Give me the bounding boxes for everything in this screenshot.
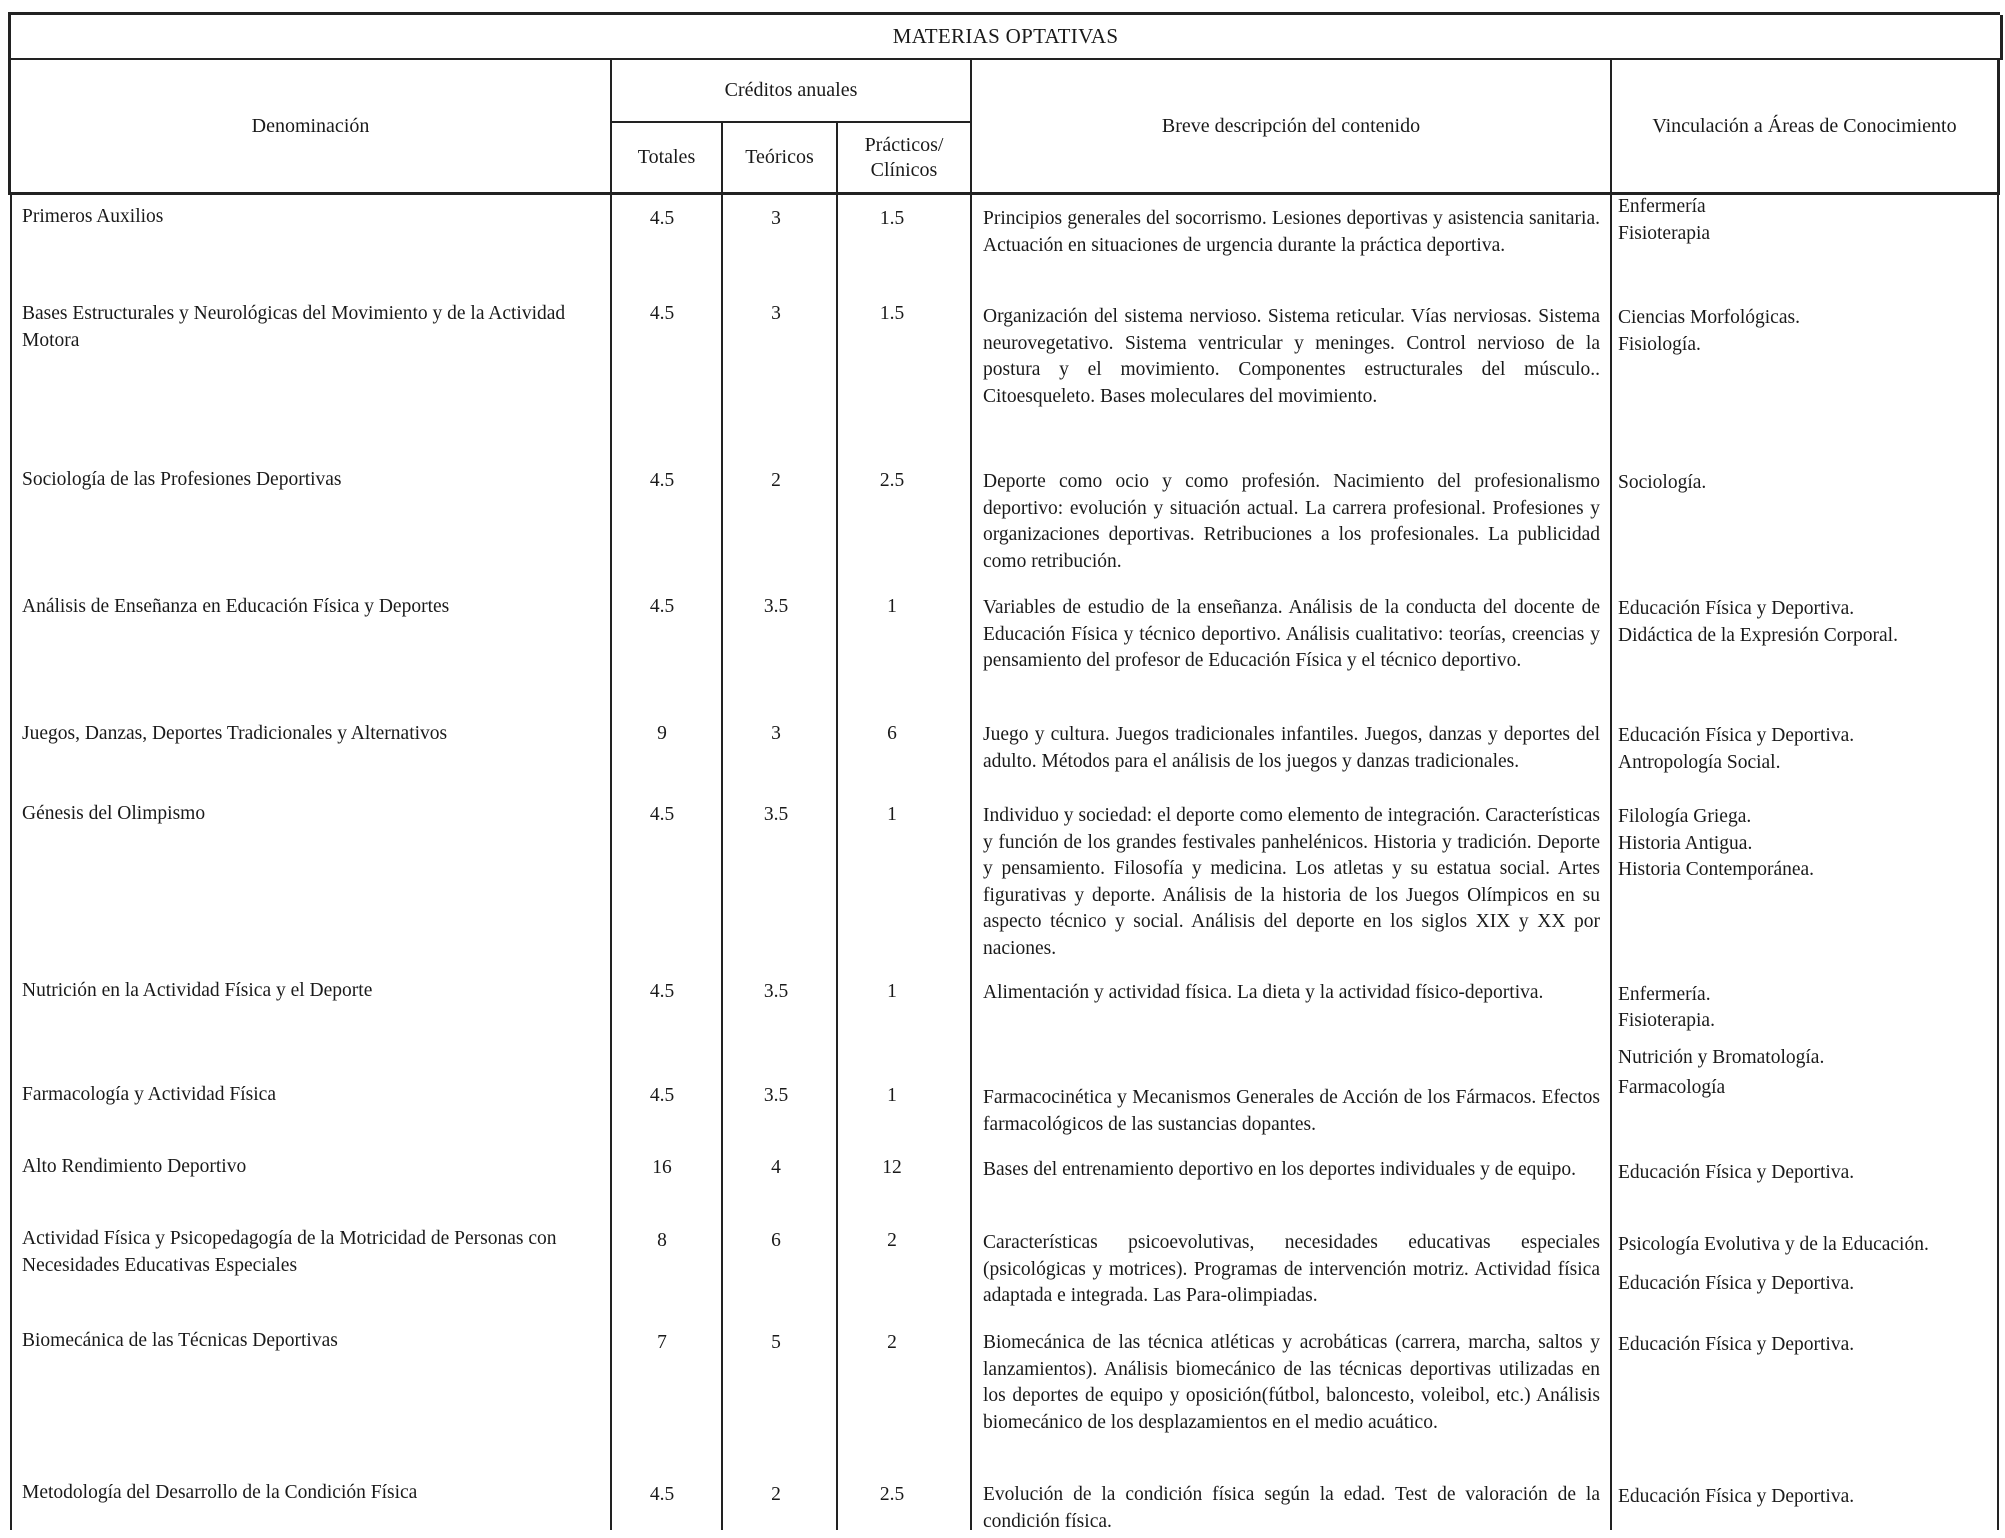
row-teoricos: 3.5 bbox=[763, 596, 789, 617]
row-practicos: 1 bbox=[887, 804, 897, 825]
area-item: Educación Física y Deportiva. bbox=[1618, 1272, 1855, 1294]
row-name: Biomecánica de las Técnicas Deportivas bbox=[22, 1330, 338, 1351]
row-description: Evolución de la condición física según la edad. Test de valoración de la condición física. bbox=[983, 1484, 1600, 1532]
row-practicos: 1.5 bbox=[879, 208, 905, 229]
row-name: Bases Estructurales y Neurológicas del Movimiento y de la Actividad Motora bbox=[22, 303, 566, 351]
row-areas bbox=[1618, 1232, 1998, 1297]
area-item: Fisiología. bbox=[1618, 333, 1701, 355]
area-item: Educación Física y Deportiva. bbox=[1618, 598, 1855, 619]
row-totales: 4.5 bbox=[649, 208, 675, 229]
row-practicos: 2 bbox=[887, 1332, 897, 1353]
row-areas bbox=[1618, 982, 1998, 1071]
row-totales: 4.5 bbox=[649, 303, 675, 324]
row-totales: 4.5 bbox=[649, 981, 675, 1002]
row-teoricos: 3 bbox=[771, 303, 781, 324]
row-areas bbox=[1618, 470, 1998, 497]
area-item: Filología Griega. bbox=[1618, 806, 1752, 827]
header-teoricos: Teóricos bbox=[745, 146, 814, 168]
row-areas bbox=[1618, 194, 1998, 247]
row-areas bbox=[1618, 1160, 1998, 1187]
row-totales: 4.5 bbox=[649, 804, 675, 825]
row-teoricos: 2 bbox=[771, 1484, 781, 1505]
row-name: Análisis de Enseñanza en Educación Física y Deportes bbox=[22, 596, 450, 617]
row-description: Deporte como ocio y como profesión. Nacimiento del profesionalismo deportivo: evolución y situación actual. La carrera profesional. Profesiones y organizaciones deportivas. Retribuciones a los profesionales. La publicidad como retribución. bbox=[983, 471, 1600, 572]
row-practicos: 1 bbox=[887, 596, 897, 617]
area-item: Enfermería bbox=[1618, 196, 1706, 217]
row-areas bbox=[1618, 804, 1998, 884]
row-description: Individuo y sociedad: el deporte como elemento de integración. Características y función de los grandes festivales panhelénicos. Historia y tradición. Deporte y pensamiento. Filosofía y medicina. Los atletas y su estatua social. Artes figurativas y deporte. Análisis de la historia de los Juegos Olímpicos en su aspecto técnico y social. Análisis del deporte en los siglos XIX y XX por naciones. bbox=[983, 805, 1600, 959]
row-totales: 9 bbox=[657, 723, 667, 744]
row-name: Juegos, Danzas, Deportes Tradicionales y Alternativos bbox=[22, 723, 448, 744]
row-description: Características psicoevolutivas, necesidades educativas especiales (psicológicas y motrices). Programas de intervención motriz. Actividad física adaptada e integrada. Las Para-olimpiadas. bbox=[983, 1232, 1600, 1306]
table-body bbox=[8, 12, 2000, 1530]
row-totales: 8 bbox=[657, 1230, 667, 1251]
row-practicos: 1 bbox=[887, 1085, 897, 1106]
row-teoricos: 3 bbox=[771, 723, 781, 744]
row-name: Farmacología y Actividad Física bbox=[22, 1084, 276, 1105]
area-item: Ciencias Morfológicas. bbox=[1618, 307, 1800, 328]
row-teoricos: 3.5 bbox=[763, 981, 789, 1002]
row-name: Primeros Auxilios bbox=[22, 206, 164, 227]
area-item: Nutrición y Bromatología. bbox=[1618, 1047, 1825, 1068]
area-item: Enfermería. bbox=[1618, 984, 1711, 1005]
row-areas bbox=[1618, 1332, 1998, 1359]
row-areas bbox=[1618, 1075, 1998, 1102]
area-item: Educación Física y Deportiva. bbox=[1618, 1486, 1855, 1507]
row-teoricos: 3.5 bbox=[763, 804, 789, 825]
table-sheet bbox=[8, 12, 2000, 1530]
row-description: Principios generales del socorrismo. Lesiones deportivas y asistencia sanitaria. Actuación en situaciones de urgencia durante la práctica deportiva. bbox=[983, 208, 1600, 256]
row-practicos: 1 bbox=[887, 981, 897, 1002]
area-item: Fisioterapia bbox=[1618, 222, 1711, 244]
row-name: Actividad Física y Psicopedagogía de la Motricidad de Personas con Necesidades Educativas Especiales bbox=[22, 1228, 557, 1276]
row-description: Farmacocinética y Mecanismos Generales de Acción de los Fármacos. Efectos farmacológicos de las sustancias dopantes. bbox=[983, 1087, 1600, 1135]
area-item: Educación Física y Deportiva. bbox=[1618, 1162, 1855, 1183]
header-vinculacion: Vinculación a Áreas de Conocimiento bbox=[1652, 114, 1957, 137]
area-item: Psicología Evolutiva y de la Educación. bbox=[1618, 1234, 1929, 1255]
area-item: Didáctica de la Expresión Corporal. bbox=[1618, 624, 1898, 646]
row-areas bbox=[1618, 723, 1998, 776]
row-description: Alimentación y actividad física. La dieta y la actividad físico-deportiva. bbox=[983, 982, 1544, 1003]
table-title: MATERIAS OPTATIVAS bbox=[8, 15, 2003, 60]
header-descripcion: Breve descripción del contenido bbox=[1161, 114, 1421, 137]
area-item: Historia Contemporánea. bbox=[1618, 859, 1815, 880]
row-practicos: 2 bbox=[887, 1230, 897, 1251]
row-totales: 4.5 bbox=[649, 1484, 675, 1505]
row-name: Metodología del Desarrollo de la Condición Física bbox=[22, 1482, 418, 1503]
area-item: Historia Antigua. bbox=[1618, 832, 1753, 854]
row-totales: 4.5 bbox=[649, 470, 675, 491]
row-practicos: 6 bbox=[887, 723, 897, 744]
row-teoricos: 3.5 bbox=[763, 1085, 789, 1106]
row-description: Bases del entrenamiento deportivo en los deportes individuales y de equipo. bbox=[983, 1159, 1576, 1180]
row-teoricos: 4 bbox=[771, 1157, 781, 1178]
row-areas bbox=[1618, 305, 1998, 358]
area-item: Educación Física y Deportiva. bbox=[1618, 1334, 1855, 1355]
row-name: Sociología de las Profesiones Deportivas bbox=[22, 469, 342, 490]
row-areas bbox=[1618, 1484, 1998, 1511]
row-practicos: 2.5 bbox=[879, 1484, 905, 1505]
header-totales: Totales bbox=[637, 146, 696, 168]
header-practicos: Prácticos/ Clínicos bbox=[864, 133, 944, 181]
row-description: Biomecánica de las técnica atléticas y acrobáticas (carrera, marcha, saltos y lanzamientos). Análisis biomecánico de las técnicas deportivas utilizadas en los deportes de equipo y oposición(fútbol, baloncesto, voleibol, etc.) Análisis biomecánico de los desplazamientos en el medio acuático. bbox=[983, 1332, 1600, 1433]
row-name: Nutrición en la Actividad Física y el Deporte bbox=[22, 980, 373, 1001]
row-description: Organización del sistema nervioso. Sistema reticular. Vías nerviosas. Sistema neurovegetativo. Sistema ventricular y meninges. Control nervioso de la postura y el movimiento. Componentes estructurales del músculo.. Citoesqueleto. Bases moleculares del movimiento. bbox=[983, 306, 1600, 407]
row-description: Variables de estudio de la enseñanza. Análisis de la conducta del docente de Educación Física y técnico deportivo. Análisis cualitativo: teorías, creencias y pensamiento del profesor de Educación Física y el técnico deportivo. bbox=[983, 597, 1600, 671]
row-practicos: 2.5 bbox=[879, 470, 905, 491]
row-totales: 16 bbox=[652, 1157, 672, 1178]
row-teoricos: 2 bbox=[771, 470, 781, 491]
row-practicos: 12 bbox=[882, 1157, 902, 1178]
row-totales: 4.5 bbox=[649, 596, 675, 617]
header-creditos: Créditos anuales bbox=[724, 79, 858, 101]
row-practicos: 1.5 bbox=[879, 303, 905, 324]
header-denominacion: Denominación bbox=[251, 114, 370, 137]
row-totales: 4.5 bbox=[649, 1085, 675, 1106]
row-totales: 7 bbox=[657, 1332, 667, 1353]
row-name: Alto Rendimiento Deportivo bbox=[22, 1156, 247, 1177]
area-item: Farmacología bbox=[1618, 1077, 1726, 1098]
row-name: Génesis del Olimpismo bbox=[22, 803, 206, 824]
area-item: Fisioterapia. bbox=[1618, 1010, 1715, 1031]
row-description: Juego y cultura. Juegos tradicionales infantiles. Juegos, danzas y deportes del adulto. Métodos para el análisis de los juegos y danzas tradicionales. bbox=[983, 724, 1600, 772]
row-teoricos: 3 bbox=[771, 208, 781, 229]
row-teoricos: 6 bbox=[771, 1230, 781, 1251]
row-teoricos: 5 bbox=[771, 1332, 781, 1353]
area-item: Educación Física y Deportiva. bbox=[1618, 725, 1855, 746]
row-areas bbox=[1618, 596, 1998, 649]
area-item: Antropología Social. bbox=[1618, 751, 1781, 773]
area-item: Sociología. bbox=[1618, 472, 1707, 493]
